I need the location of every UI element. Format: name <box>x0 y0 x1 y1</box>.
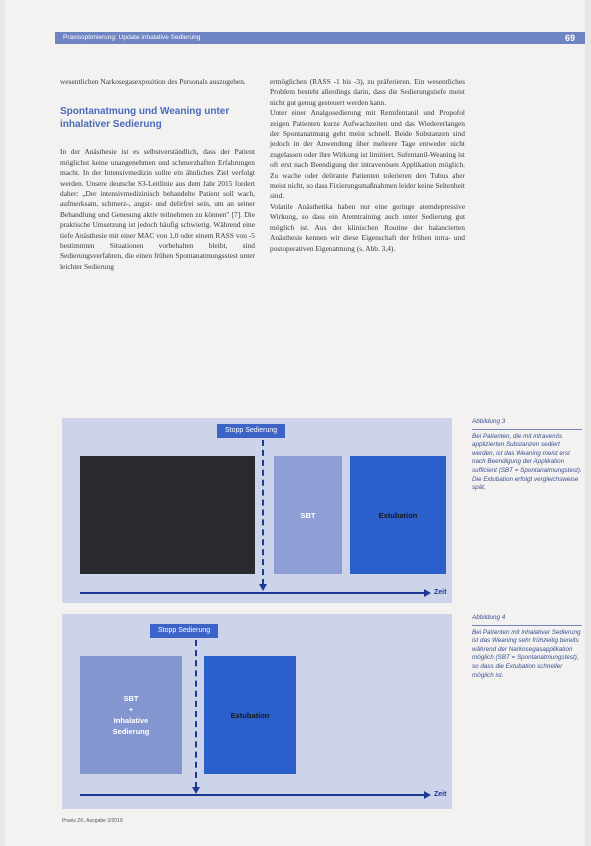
sbt-label: SBT <box>300 510 316 520</box>
time-axis-label: Zeit <box>434 791 447 798</box>
stop-marker-arrow <box>192 787 200 794</box>
sbt-box <box>274 456 342 574</box>
body-paragraph: Volatile Anästhetika haben nur eine geringe atemdepressive Wirkung, so dass ein Atemtraining auch unter Sedierung gut möglich ist. Aus der klinischen Routine der balancierten Anästhesie kennen wir diese Eigenschaft der frühen intra- und postoperativen Eigenatmung (s. Abb. 3,4). <box>270 201 465 253</box>
stop-sedation-label: Stopp Sedierung <box>150 624 218 638</box>
body-paragraph: In der Anästhesie ist es selbstverständlich, dass der Patient möglichst keine unangenehmen und schmerzhaften Erfahrungen macht. In der Intensivmedizin sollte ein ähnliches Ziel verfolgt werden. Unsere deutsche S3-Leitlinie aus dem Jahr 2015 fordert daher: „Der intensivmedizinisch behandelte Patient soll wach, aufmerksam, schmerz-, angst- und delirfrei sein, um an seiner Behandlung und Genesung aktiv teilnehmen zu können" [7]. Die praktische Umsetzung ist jedoch häufig schwierig. Während eine tiefe Anästhesie mit einer MAC von 1,0 oder einem RASS von -5 bestimmten Situationen vorbehalten bleibt, sind Sedierungsverfahren, die einen frühen Spontanatmungsstest unter leichter Sedierung <box>60 147 255 271</box>
figure-4-caption <box>472 614 582 680</box>
time-axis <box>80 592 425 594</box>
time-axis-arrow <box>424 791 431 799</box>
caption-title: Abbildung 4 <box>472 614 582 626</box>
sbt-inhalative-box <box>80 656 182 774</box>
caption-text: Bei Patienten mit inhalativer Sedierung ist das Weaning sehr frühzeitig bereits während der Narkosegasapplikation möglich (SBT = Spontanatmungstest), so dass die Extubation schneller möglich ist. <box>472 628 581 679</box>
extubation-label: Extubation <box>230 710 270 720</box>
time-axis-label: Zeit <box>434 589 447 596</box>
body-paragraph: Unter einer Analgosedierung mit Remifentanil und Propofol zeigen Patienten kurze Aufwachzeiten und das Wiedererlangen der Spontanatmung geht meist schnell. Beide Substanzen sind jedoch in der Anwendung über mehrere Tage entweder nicht zugelassen oder ihre Wirkung ist limitiert. Sufentanil-Weaning ist oft erst nach Beendigung der intravenösen Applikation möglich. Zu wache oder delirante Patienten tolerieren den Tubus aber meist nicht, so dass Fixierungsmaßnahmen leider keine Seltenheit sind. <box>270 108 465 201</box>
caption-text: Bei Patienten, die mit intravenös applizierten Substanzen sediert werden, ist das Weaning meist erst nach Beendigung der Applikation sufficient (SBT = Spontanatmungstest). Die Extubation erfolgt vergleichsweise spät. <box>472 432 582 492</box>
extubation-box <box>204 656 296 774</box>
stop-sedation-label: Stopp Sedierung <box>217 424 285 438</box>
stop-marker-arrow <box>259 584 267 591</box>
intro-paragraph: wesentlichen Narkosegasexposition des Personals auszugehen. <box>60 77 246 86</box>
right-text-column <box>270 77 465 254</box>
section-heading: Spontanatmung und Weaning unter inhalativer Sedierung <box>60 106 230 131</box>
figure-3-caption <box>472 418 582 493</box>
inhalative-label: Inhalative <box>113 716 149 725</box>
stop-marker-line <box>195 640 197 788</box>
plus-label: + <box>128 705 134 714</box>
left-text-column <box>60 77 255 272</box>
extubation-box <box>350 456 446 574</box>
figure-3-diagram <box>62 418 452 603</box>
running-title: Praxisoptimierung: Update inhalative Sedierung <box>63 34 201 41</box>
body-paragraph: ermöglichen (RASS -1 bis -3), zu präferieren. Ein wesentliches Problem besteht allerdings darin, dass die Sedierungstiefe meist nicht gut genug gesteuert werden kann. <box>270 77 465 107</box>
sedation-label: Sedierung <box>112 727 150 736</box>
running-header <box>55 32 585 44</box>
sbt-label: SBT <box>123 694 139 703</box>
caption-title: Abbildung 3 <box>472 418 582 430</box>
document-page <box>5 0 585 846</box>
figure-4-diagram <box>62 614 452 809</box>
page-number: 69 <box>564 33 575 43</box>
footer-citation: Praxis ZK, Ausgabe 3/2019 <box>62 818 123 824</box>
stop-marker-line <box>262 440 264 585</box>
extubation-label: Extubation <box>378 510 418 520</box>
time-axis-arrow <box>424 589 431 597</box>
sedation-phase-box <box>80 456 255 574</box>
time-axis <box>80 794 425 796</box>
